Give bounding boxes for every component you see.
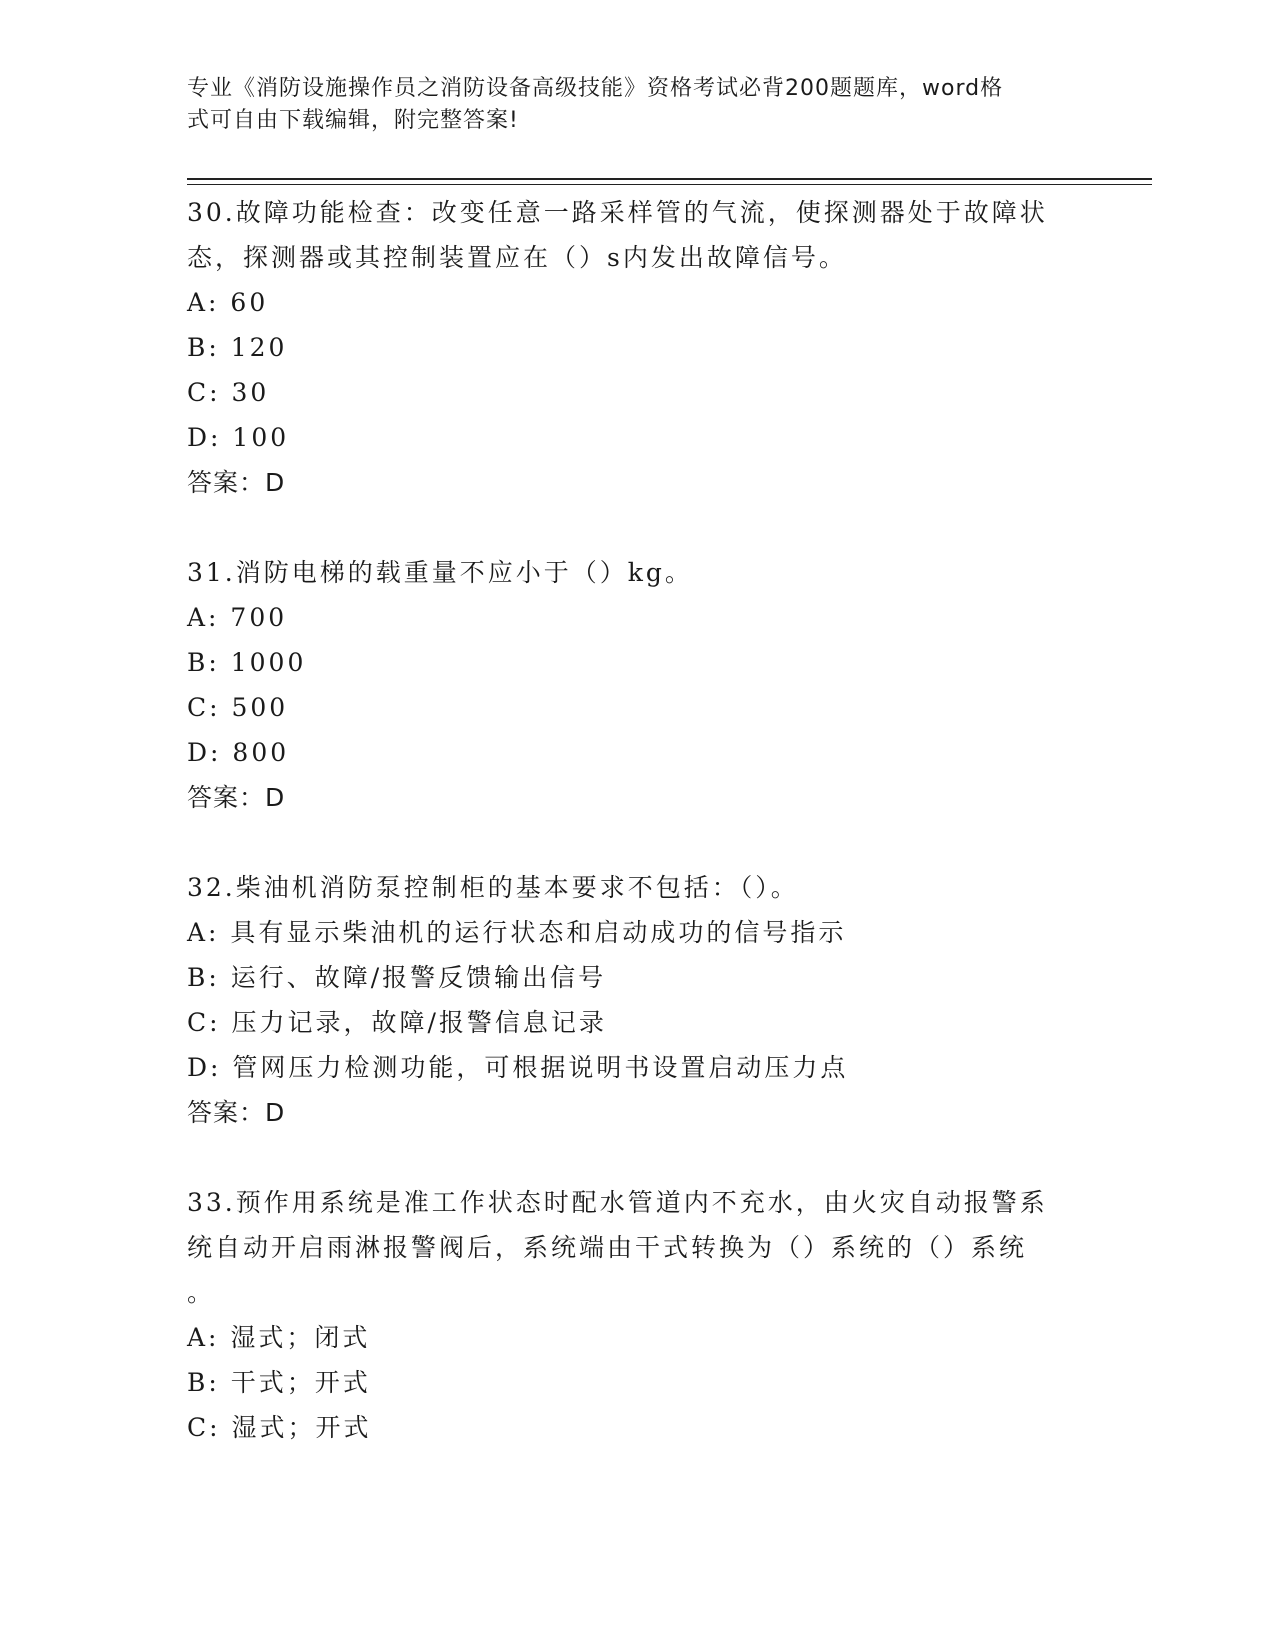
question-text-line: 31.消防电梯的载重量不应小于（）kg。 xyxy=(187,558,693,587)
question-text-line: 统自动开启雨淋报警阀后，系统端由干式转换为（）系统的（）系统 xyxy=(187,1233,1028,1262)
header-divider-thick xyxy=(187,178,1152,180)
question-30 xyxy=(187,190,1087,505)
option-b: B: 干式；开式 xyxy=(187,1368,371,1397)
question-text-line: 30.故障功能检查：改变任意一路采样管的气流，使探测器处于故障状 xyxy=(187,198,1048,227)
question-spacer xyxy=(187,1135,1087,1180)
answer-label: 答案：D xyxy=(187,468,286,497)
question-33 xyxy=(187,1180,1087,1450)
option-d: D: 800 xyxy=(187,738,290,767)
question-list xyxy=(187,190,1087,1450)
option-a: A: 60 xyxy=(187,288,269,317)
option-d: D: 100 xyxy=(187,423,290,452)
question-text-line: 态，探测器或其控制装置应在（）s内发出故障信号。 xyxy=(187,243,847,272)
option-d: D: 管网压力检测功能，可根据说明书设置启动压力点 xyxy=(187,1053,849,1082)
option-c: C: 30 xyxy=(187,378,270,407)
header-divider-thin xyxy=(187,184,1152,185)
option-a: A: 具有显示柴油机的运行状态和启动成功的信号指示 xyxy=(187,918,847,947)
question-text-line: 32.柴油机消防泵控制柜的基本要求不包括：（）。 xyxy=(187,873,799,902)
option-b: B: 120 xyxy=(187,333,288,362)
question-32 xyxy=(187,865,1087,1135)
option-c: C: 湿式；开式 xyxy=(187,1413,372,1442)
question-spacer xyxy=(187,505,1087,550)
answer-label: 答案：D xyxy=(187,1098,286,1127)
question-text-line: 。 xyxy=(187,1278,216,1307)
header-line-2: 式可自由下载编辑，附完整答案! xyxy=(187,108,519,133)
question-31 xyxy=(187,550,1087,820)
option-a: A: 湿式；闭式 xyxy=(187,1323,371,1352)
question-spacer xyxy=(187,820,1087,865)
option-c: C: 压力记录，故障/报警信息记录 xyxy=(187,1008,607,1037)
option-a: A: 700 xyxy=(187,603,288,632)
document-header xyxy=(187,73,1067,137)
option-b: B: 运行、故障/报警反馈输出信号 xyxy=(187,963,607,992)
answer-label: 答案：D xyxy=(187,783,286,812)
question-text-line: 33.预作用系统是准工作状态时配水管道内不充水，由火灾自动报警系 xyxy=(187,1188,1048,1217)
option-b: B: 1000 xyxy=(187,648,307,677)
option-c: C: 500 xyxy=(187,693,289,722)
header-line-1: 专业《消防设施操作员之消防设备高级技能》资格考试必背200题题库，word格 xyxy=(187,76,1004,101)
